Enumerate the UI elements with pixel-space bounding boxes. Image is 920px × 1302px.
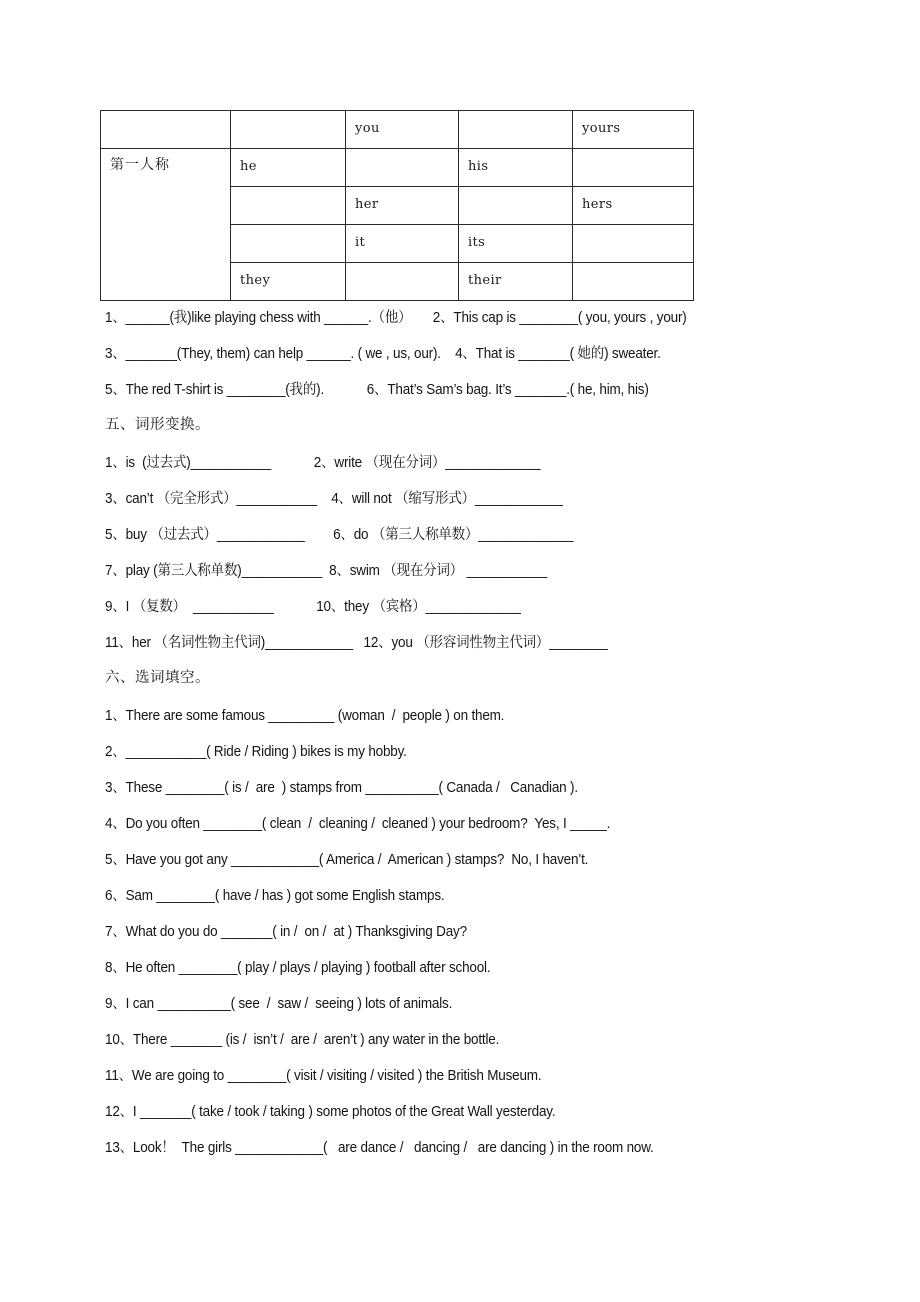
section-five-line-5: 5、buy （过去式）____________ 6、do （第三人称单数）_____________ [105,527,574,543]
table-row [101,149,694,187]
section-five-line-3: 3、can’t （完全形式）___________ 4、will not （缩写形式）____________ [105,491,563,507]
section-six-line-3: 3、These ________( is / are ) stamps from __________( Canada / Canadian ). [105,780,578,796]
section-five-line-7: 7、play (第三人称单数)___________ 8、swim （现在分词） ___________ [105,563,548,579]
table-cell-r5c2: they [231,263,346,301]
table-cell-r1c2 [231,111,346,149]
section-five-heading: 五、词形变换。 [105,417,210,433]
table-cell-r2c3 [346,149,459,187]
table-cell-r1c5: yours [573,111,694,149]
table-cell-r3c3: her [346,187,459,225]
section-six-line-12: 12、I _______( take / took / taking ) some photos of the Great Wall yesterday. [105,1104,556,1120]
section-five-line-11: 11、her （名词性物主代词)____________ 12、you （形容词性物主代词）________ [105,635,608,651]
table-cell-r4c5 [573,225,694,263]
table-cell-r2c2: he [231,149,346,187]
table-cell-r4c2 [231,225,346,263]
section-six-line-11: 11、We are going to ________( visit / visiting / visited ) the British Museum. [105,1068,542,1084]
section-six-line-9: 9、I can __________( see / saw / seeing ) lots of animals. [105,996,453,1012]
section-six-line-4: 4、Do you often ________( clean / cleaning / cleaned ) your bedroom? Yes, I _____. [105,816,611,832]
section-six-line-2: 2、___________( Ride / Riding ) bikes is my hobby. [105,744,407,760]
section-six-line-1: 1、There are some famous _________ (woman / people ) on them. [105,708,505,724]
section-six-line-8: 8、He often ________( play / plays / playing ) football after school. [105,960,491,976]
table-cell-r1c3: you [346,111,459,149]
table-cell-r3c2 [231,187,346,225]
table-cell-r5c3 [346,263,459,301]
table-cell-r1c4 [459,111,573,149]
section-six-line-13: 13、Look！ The girls ____________( are dance / dancing / are dancing ) in the room now. [105,1140,654,1156]
section-five-line-9: 9、I （复数） ___________ 10、they （宾格）_____________ [105,599,521,615]
table-cell-r4c3: it [346,225,459,263]
table-cell-r3c4 [459,187,573,225]
table-cell-r5c5 [573,263,694,301]
pronoun-question-1: 1、______(我)like playing chess with ______.（他） 2、This cap is ________( you, yours , your) [105,310,687,326]
section-six-heading: 六、选词填空。 [105,670,210,686]
section-six-line-5: 5、Have you got any ____________( America / American ) stamps? No, I haven’t. [105,852,589,868]
section-six-line-7: 7、What do you do _______( in / on / at ) Thanksgiving Day? [105,924,467,940]
table-cell-r4c4: its [459,225,573,263]
pronoun-table-container [100,110,644,301]
section-six-line-6: 6、Sam ________( have / has ) got some English stamps. [105,888,445,904]
table-row [101,111,694,149]
pronoun-question-5: 5、The red T-shirt is ________(我的). 6、That’s Sam’s bag. It’s _______.( he, him, his) [105,382,649,398]
pronoun-question-3: 3、_______(They, them) can help ______. ( we , us, our). 4、That is _______( 她的) sweater. [105,346,661,362]
pronoun-table [100,110,694,301]
table-cell-person-label: 第一人称 [101,149,231,301]
table-cell-r3c5: hers [573,187,694,225]
table-cell-r1c1 [101,111,231,149]
section-six-line-10: 10、There _______ (is / isn’t / are / aren’t ) any water in the bottle. [105,1032,500,1048]
table-cell-r2c4: his [459,149,573,187]
table-cell-r5c4: their [459,263,573,301]
section-five-line-1: 1、is (过去式)___________ 2、write （现在分词）_____________ [105,455,541,471]
table-cell-r2c5 [573,149,694,187]
